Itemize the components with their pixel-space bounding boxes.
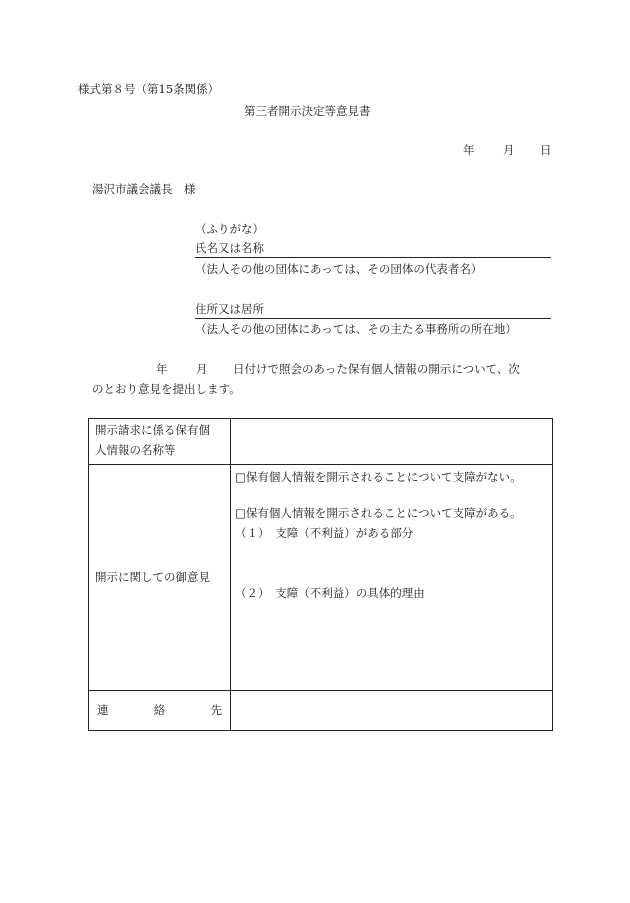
contact-char-2: 絡 [153, 703, 166, 717]
date-year: 年 [463, 143, 475, 157]
sub-item-specific-reason: （２） 支障（不利益）の具体的理由 [235, 586, 425, 600]
opinion-table [88, 418, 553, 731]
request-info-value-cell[interactable] [231, 419, 553, 465]
name-underline [195, 257, 551, 258]
document-title: 第三者開示決定等意見書 [244, 104, 371, 118]
contact-label-cell [89, 691, 231, 731]
addressee: 湯沢市議会議長 様 [92, 182, 196, 196]
date-month: 月 [503, 143, 515, 157]
request-info-label-line2: 人情報の名称等 [95, 443, 176, 457]
body-line1-rest: 日付けで照会のあった保有個人情報の開示について、次 [233, 362, 520, 376]
body-line2: のとおり意見を提出します。 [92, 382, 241, 396]
request-info-label-line1: 開示請求に係る保有個 [95, 423, 210, 437]
opinion-value-cell[interactable] [231, 465, 553, 691]
contact-char-3: 先 [210, 703, 222, 717]
address-label: 住所又は居所 [195, 302, 264, 316]
furigana-label: （ふりがな） [195, 222, 264, 236]
body-year: 年 [156, 362, 168, 376]
option-issue[interactable]: □保有個人情報を開示されることについて支障がある。 [235, 506, 522, 520]
option-no-issue[interactable]: □保有個人情報を開示されることについて支障がない。 [235, 470, 522, 484]
sub-item-affected-part: （１） 支障（不利益）がある部分 [235, 526, 414, 540]
address-note: （法人その他の団体にあっては、その主たる事務所の所在地） [195, 322, 517, 336]
opinion-label-cell [89, 465, 231, 691]
name-note: （法人その他の団体にあっては、その団体の代表者名） [195, 262, 483, 276]
table-row [89, 419, 553, 465]
table-row [89, 691, 553, 731]
contact-value-cell[interactable] [231, 691, 553, 731]
form-number: 様式第８号（第15条関係） [78, 82, 220, 96]
date-day: 日 [540, 143, 552, 157]
opinion-label: 開示に関しての御意見 [95, 570, 210, 584]
request-info-label-cell [89, 419, 231, 465]
body-month: 月 [196, 362, 208, 376]
name-label: 氏名又は名称 [195, 241, 264, 255]
table-row [89, 465, 553, 691]
contact-char-1: 連 [97, 703, 109, 717]
address-underline [195, 318, 551, 319]
